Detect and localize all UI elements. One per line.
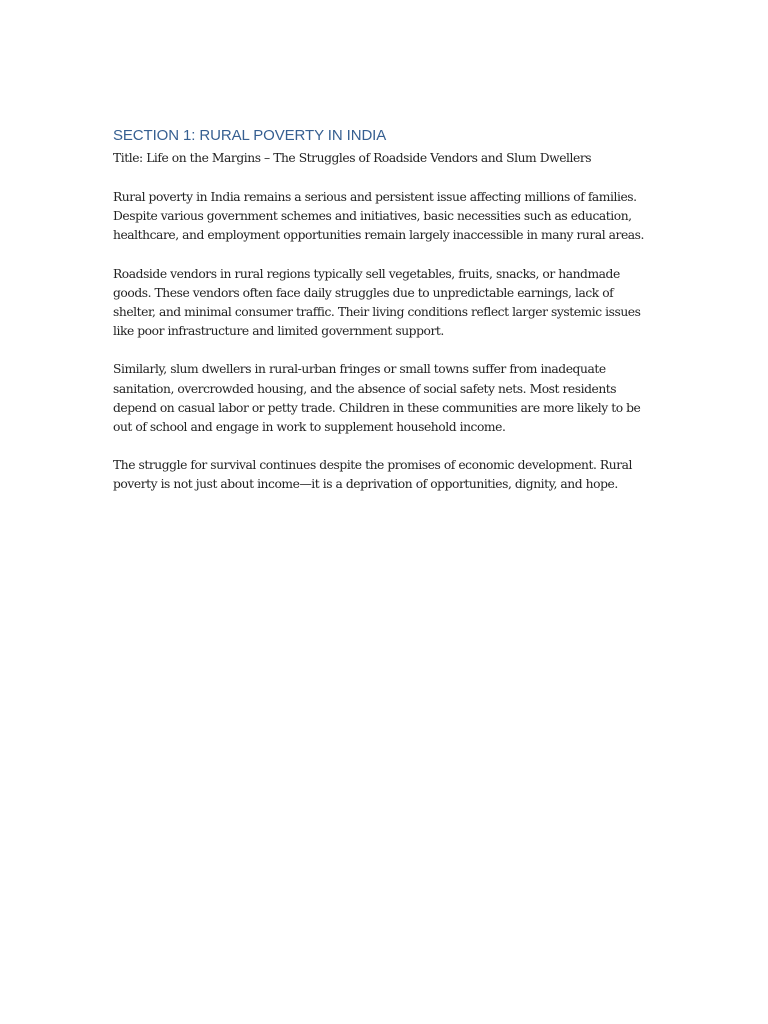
paragraph-line: depend on casual labor or petty trade. Children in these communities are more likely to be xyxy=(113,400,641,415)
paragraph-intro xyxy=(113,188,658,246)
paragraph-line: Despite various government schemes and initiatives, basic necessities such as education, xyxy=(113,209,632,224)
paragraph-line: healthcare, and employment opportunities remain largely inaccessible in many rural areas. xyxy=(113,228,644,243)
paragraph-line: poverty is not just about income—it is a deprivation of opportunities, dignity, and hope. xyxy=(113,477,618,492)
paragraph-line: sanitation, overcrowded housing, and the absence of social safety nets. Most residents xyxy=(113,381,617,396)
paragraph-line: like poor infrastructure and limited government support. xyxy=(113,324,444,339)
section-heading: SECTION 1: RURAL POVERTY IN INDIA xyxy=(113,127,387,144)
paragraph-line: Roadside vendors in rural regions typically sell vegetables, fruits, snacks, or handmade xyxy=(113,266,620,281)
paragraph-line: The struggle for survival continues despite the promises of economic development. Rural xyxy=(113,458,632,473)
paragraph-slum-dwellers xyxy=(113,360,658,437)
paragraph-line: out of school and engage in work to supplement household income. xyxy=(113,420,506,435)
paragraph-roadside-vendors xyxy=(113,265,658,342)
paragraph-line: goods. These vendors often face daily struggles due to unpredictable earnings, lack of xyxy=(113,285,614,300)
paragraph-line: Similarly, slum dwellers in rural-urban fringes or small towns suffer from inadequate xyxy=(113,362,606,377)
paragraph-line: Rural poverty in India remains a serious and persistent issue affecting millions of families. xyxy=(113,190,637,204)
document-title-line: Title: Life on the Margins – The Struggles of Roadside Vendors and Slum Dwellers xyxy=(113,151,592,165)
paragraph-conclusion xyxy=(113,456,658,494)
document-body xyxy=(113,125,658,495)
paragraph-line: shelter, and minimal consumer traffic. Their living conditions reflect larger systemic issues xyxy=(113,305,641,320)
